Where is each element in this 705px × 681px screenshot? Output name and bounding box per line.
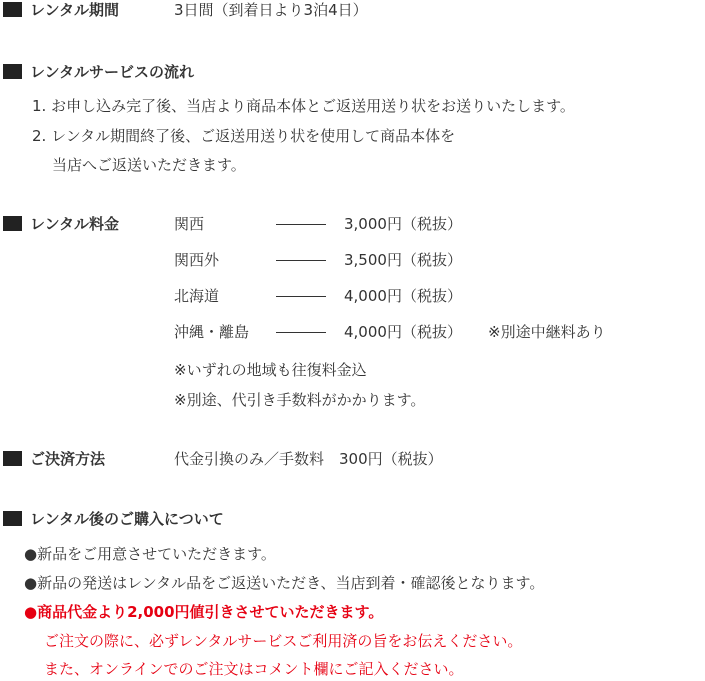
fee-note-okinawa: ※別途中継料あり — [488, 323, 606, 341]
fee-price-hokkaido: 4,000円（税抜） — [344, 287, 462, 305]
fee-region-outside-kansai: 関西外 — [174, 251, 220, 269]
after-rental-heading: レンタル後のご購入について — [30, 510, 224, 528]
service-flow-heading: レンタルサービスの流れ — [30, 63, 195, 81]
section-marker — [3, 511, 22, 526]
rental-fee-heading: レンタル料金 — [30, 215, 120, 233]
flow-step-1: 1. お申し込み完了後、当店より商品本体とご返送用送り状をお送りいたします。 — [32, 97, 575, 115]
fee-dash — [276, 332, 326, 333]
fee-dash — [276, 260, 326, 261]
rental-period-heading: レンタル期間 — [30, 1, 120, 19]
section-marker — [3, 2, 22, 17]
fee-price-okinawa: 4,000円（税抜） — [344, 323, 462, 341]
flow-step-2: 2. レンタル期間終了後、ご返送用送り状を使用して商品本体を — [32, 127, 456, 145]
fee-price-kansai: 3,000円（税抜） — [344, 215, 462, 233]
fee-dash — [276, 296, 326, 297]
payment-heading: ご決済方法 — [30, 450, 106, 468]
fee-note-round-trip: ※いずれの地域も往復料金込 — [174, 361, 367, 379]
section-marker — [3, 64, 22, 79]
after-rental-line-new-item: ●新品をご用意させていただきます。 — [24, 545, 276, 563]
fee-region-hokkaido: 北海道 — [174, 287, 220, 305]
fee-region-okinawa: 沖縄・離島 — [174, 323, 250, 341]
fee-price-outside-kansai: 3,500円（税抜） — [344, 251, 462, 269]
fee-note-cod-fee: ※別途、代引き手数料がかかります。 — [174, 391, 426, 409]
after-rental-line-shipping: ●新品の発送はレンタル品をご返送いただき、当店到着・確認後となります。 — [24, 574, 545, 592]
section-marker — [3, 216, 22, 231]
fee-dash — [276, 224, 326, 225]
fee-region-kansai: 関西 — [174, 215, 205, 233]
order-note-tell-usage: ご注文の際に、必ずレンタルサービスご利用済の旨をお伝えください。 — [44, 632, 523, 650]
section-marker — [3, 451, 22, 466]
payment-value: 代金引換のみ／手数料 300円（税抜） — [174, 450, 443, 468]
rental-period-value: 3日間（到着日より3泊4日） — [174, 1, 368, 19]
order-note-online-comment: また、オンラインでのご注文はコメント欄にご記入ください。 — [44, 660, 464, 678]
flow-step-2-continued: 当店へご返送いただきます。 — [52, 156, 246, 174]
discount-highlight: ●商品代金より2,000円値引きさせていただきます。 — [24, 603, 384, 621]
